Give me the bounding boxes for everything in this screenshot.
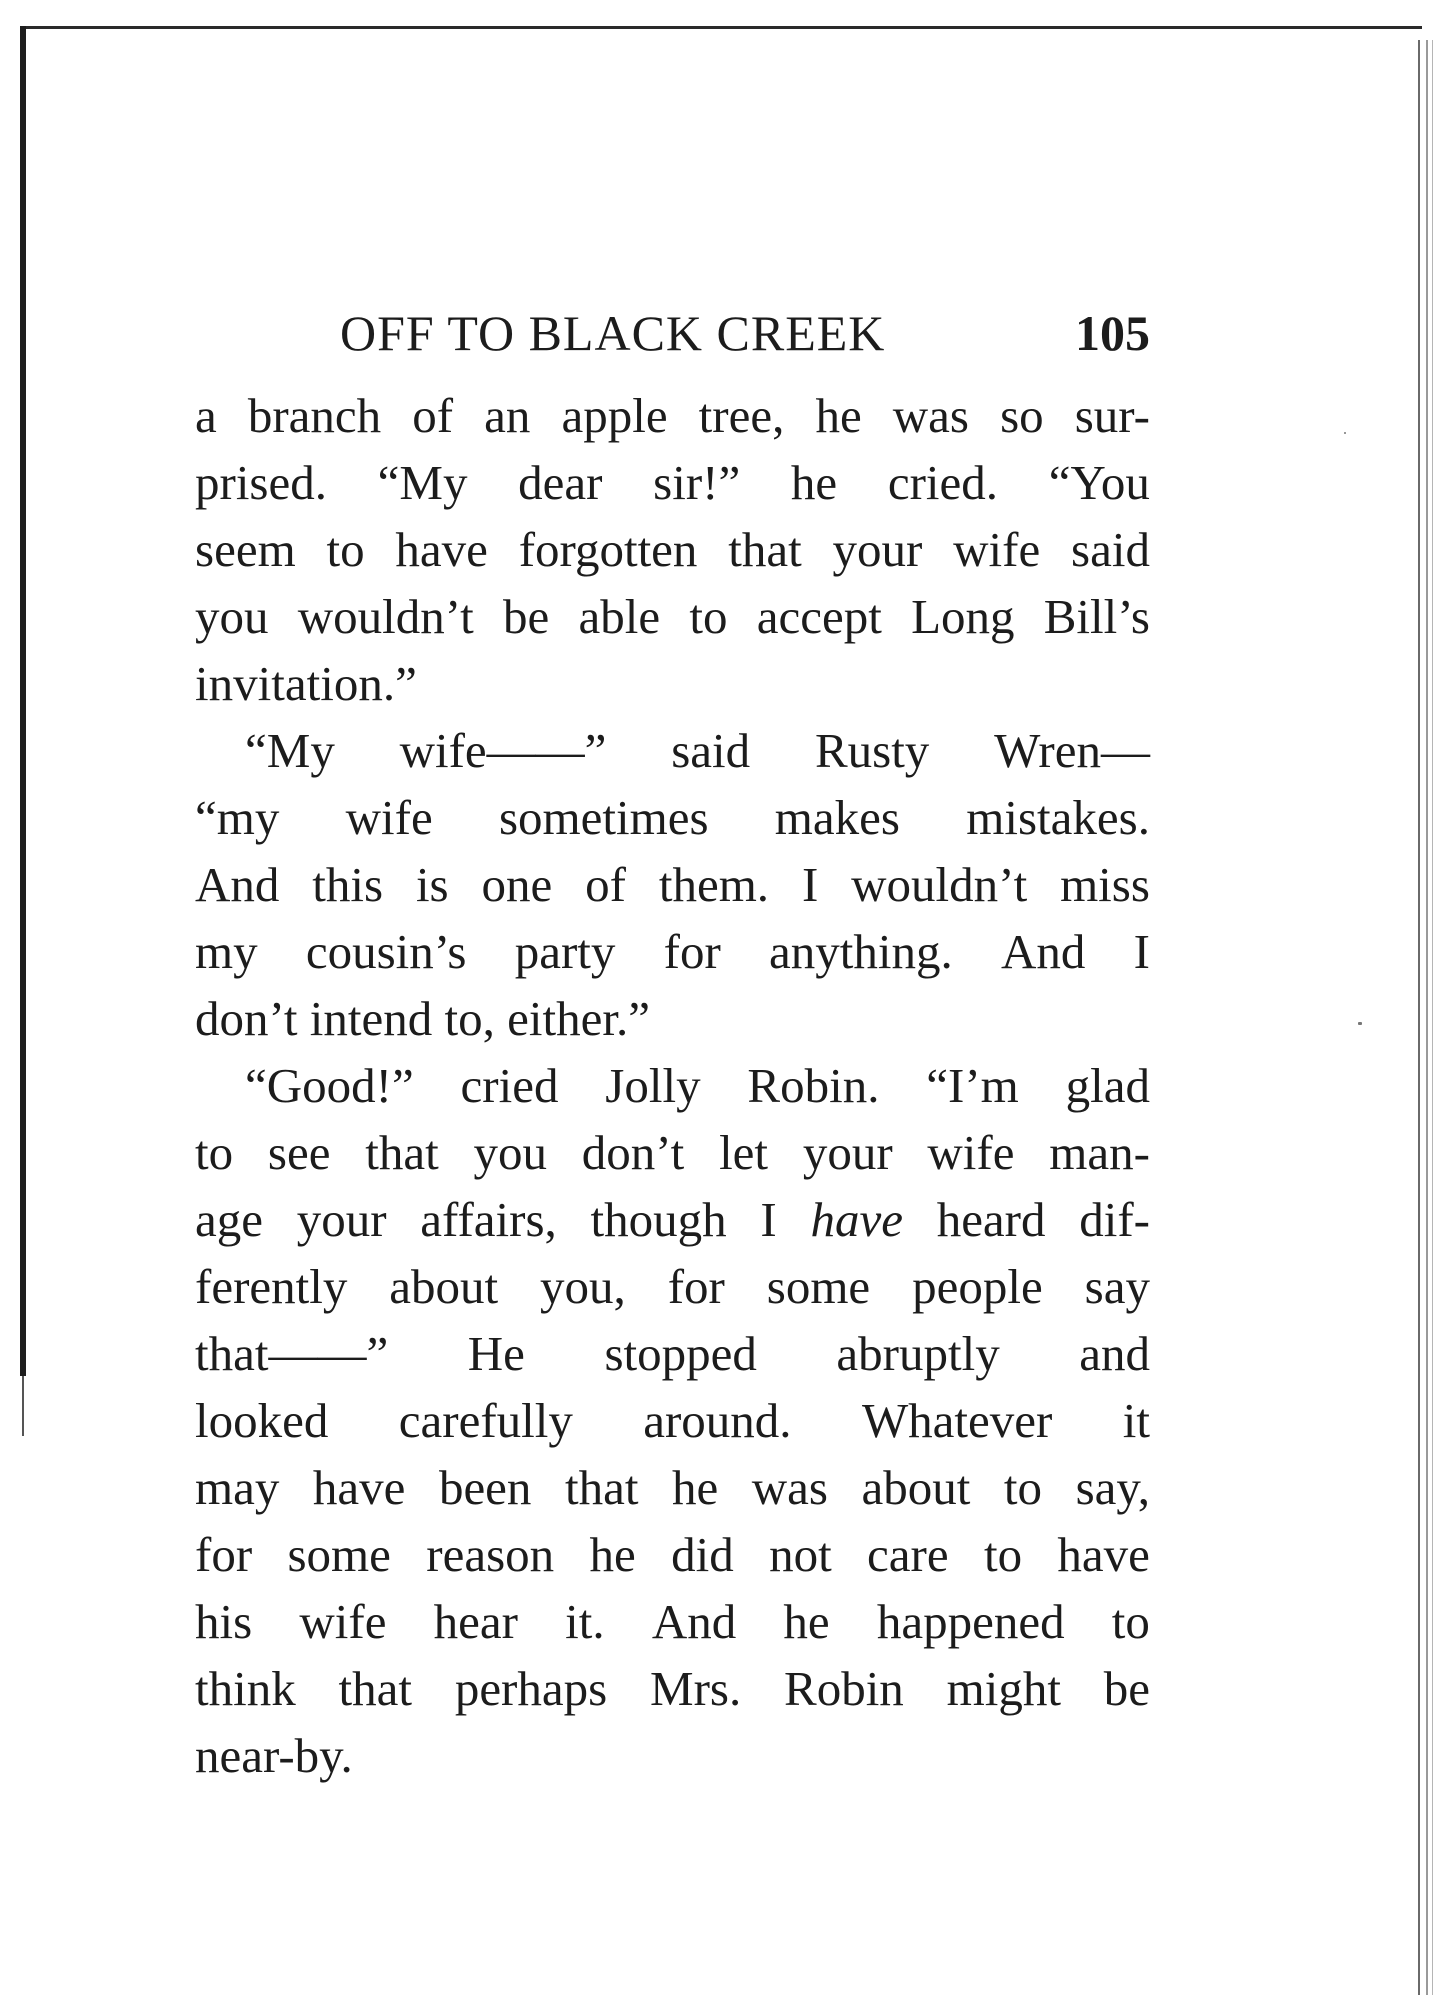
- word: of: [585, 857, 626, 912]
- word: your: [832, 522, 923, 577]
- word: his: [195, 1594, 253, 1649]
- word: a: [195, 388, 217, 443]
- word: said: [671, 723, 751, 778]
- word: wife: [345, 790, 433, 845]
- text-line: [195, 382, 1150, 449]
- text-line: [195, 583, 1150, 650]
- word: he: [671, 1460, 719, 1515]
- word: ferently: [195, 1259, 348, 1314]
- word: Long: [911, 589, 1015, 644]
- word: so: [1000, 388, 1044, 443]
- word: let: [719, 1125, 769, 1180]
- word: about: [389, 1259, 499, 1314]
- word: that: [338, 1661, 413, 1716]
- word: party: [514, 924, 616, 979]
- scan-speck: [1358, 1022, 1362, 1025]
- word: have: [395, 522, 488, 577]
- body-text: [195, 382, 1150, 1789]
- word: that——”: [195, 1326, 389, 1381]
- scan-speck: [1344, 432, 1346, 434]
- word: for: [663, 924, 721, 979]
- word: Robin.: [747, 1058, 880, 1113]
- word: wife: [953, 522, 1041, 577]
- text-line: [195, 650, 1150, 717]
- word: Whatever: [861, 1393, 1053, 1448]
- text-line: [195, 449, 1150, 516]
- page-header: [340, 290, 1150, 370]
- word: to,: [444, 991, 495, 1046]
- word: to: [689, 589, 728, 644]
- word: wife: [927, 1125, 1015, 1180]
- word: think: [195, 1661, 296, 1716]
- word: said: [1071, 522, 1150, 577]
- word: accept: [756, 589, 882, 644]
- word: man-: [1049, 1125, 1150, 1180]
- word: he: [790, 455, 838, 510]
- word: that: [564, 1460, 639, 1515]
- word: apple: [561, 388, 668, 443]
- word: might: [946, 1661, 1061, 1716]
- word: he: [589, 1527, 636, 1582]
- word: your: [802, 1125, 893, 1180]
- text-line: [195, 851, 1150, 918]
- word: was: [751, 1460, 828, 1515]
- word: He: [467, 1326, 525, 1381]
- word: cried.: [887, 455, 999, 510]
- word: care: [867, 1527, 949, 1582]
- word: “My: [245, 723, 335, 778]
- scan-border-right-faint: [1432, 40, 1433, 1995]
- word: wouldn’t: [851, 857, 1028, 912]
- word: intend: [309, 991, 433, 1046]
- word: I: [1133, 924, 1150, 979]
- word: “My: [377, 455, 468, 510]
- word: “You: [1048, 455, 1150, 510]
- word: though: [590, 1192, 727, 1247]
- word: I: [801, 857, 819, 912]
- word: he: [815, 388, 862, 443]
- word: my: [195, 924, 258, 979]
- word: cousin’s: [305, 924, 467, 979]
- word: he: [783, 1594, 830, 1649]
- word: don’t: [581, 1125, 685, 1180]
- word: for: [667, 1259, 725, 1314]
- word: is: [415, 857, 449, 912]
- word: one: [481, 857, 553, 912]
- text-line: [195, 1253, 1150, 1320]
- word: And: [195, 857, 280, 912]
- word: was: [892, 388, 969, 443]
- word: and: [1079, 1326, 1150, 1381]
- word: sir!”: [653, 455, 741, 510]
- word: have: [1057, 1527, 1150, 1582]
- word: that: [365, 1125, 439, 1180]
- word: to: [326, 522, 365, 577]
- word: this: [312, 857, 384, 912]
- word: carefully: [398, 1393, 573, 1448]
- word: forgotten: [518, 522, 698, 577]
- word: invitation.”: [195, 656, 417, 711]
- word: branch: [247, 388, 382, 443]
- word: Jolly: [605, 1058, 701, 1113]
- word: looked: [195, 1393, 329, 1448]
- word: not: [769, 1527, 832, 1582]
- word: your: [296, 1192, 387, 1247]
- text-line: [195, 1655, 1150, 1722]
- word: be: [1103, 1661, 1150, 1716]
- word: you: [473, 1125, 547, 1180]
- word: it.: [565, 1594, 605, 1649]
- word: you,: [540, 1259, 626, 1314]
- text-line: [195, 1052, 1150, 1119]
- word: about: [861, 1460, 971, 1515]
- word: wife: [299, 1594, 387, 1649]
- word: sometimes: [498, 790, 709, 845]
- word: some: [287, 1527, 391, 1582]
- word: dif-: [1079, 1192, 1150, 1247]
- word: anything.: [769, 924, 953, 979]
- word: mistakes.: [966, 790, 1150, 845]
- word: for: [195, 1527, 253, 1582]
- word: stopped: [604, 1326, 757, 1381]
- text-line: [195, 516, 1150, 583]
- word: affairs,: [420, 1192, 557, 1247]
- word: miss: [1060, 857, 1150, 912]
- word: you: [195, 589, 269, 644]
- word: age: [195, 1192, 263, 1247]
- word: Bill’s: [1043, 589, 1150, 644]
- word: been: [438, 1460, 532, 1515]
- word: around.: [643, 1393, 792, 1448]
- word: may: [195, 1460, 280, 1515]
- word: Wren—: [994, 723, 1150, 778]
- word: abruptly: [836, 1326, 1000, 1381]
- word: of: [412, 388, 454, 443]
- word: to: [1003, 1460, 1043, 1515]
- text-line: [195, 1588, 1150, 1655]
- word: to: [1111, 1594, 1150, 1649]
- word: some: [766, 1259, 871, 1314]
- word: “my: [195, 790, 280, 845]
- page-number: 105: [1075, 305, 1150, 361]
- scan-border-top: [22, 26, 1422, 29]
- scan-border-left: [20, 26, 26, 1376]
- text-line: [195, 717, 1150, 784]
- word: people: [912, 1259, 1043, 1314]
- word: “I’m: [926, 1058, 1019, 1113]
- text-line: [195, 918, 1150, 985]
- scan-border-left-lower: [22, 1376, 24, 1436]
- word: say: [1084, 1259, 1150, 1314]
- word: glad: [1065, 1058, 1150, 1113]
- word: it: [1122, 1393, 1150, 1448]
- text-line: [195, 1722, 1150, 1789]
- word: able: [578, 589, 661, 644]
- word: Mrs.: [650, 1661, 742, 1716]
- word: that: [728, 522, 802, 577]
- word: hear: [433, 1594, 518, 1649]
- word: dear: [518, 455, 603, 510]
- word: either.”: [507, 991, 650, 1046]
- word: have: [312, 1460, 406, 1515]
- running-head: OFF TO BLACK CREEK: [340, 305, 886, 361]
- word: wife——”: [399, 723, 607, 778]
- word: I: [760, 1192, 777, 1247]
- word: tree,: [698, 388, 785, 443]
- word: And: [1000, 924, 1086, 979]
- text-line: [195, 1186, 1150, 1253]
- text-line: [195, 784, 1150, 851]
- word: prised.: [195, 455, 327, 510]
- word: happened: [876, 1594, 1065, 1649]
- word: makes: [774, 790, 900, 845]
- text-line: [195, 985, 1150, 1052]
- text-line: [195, 1387, 1150, 1454]
- word: And: [651, 1594, 737, 1649]
- scan-border-right-inner: [1426, 40, 1428, 1995]
- word: Rusty: [814, 723, 930, 778]
- word: to: [195, 1125, 234, 1180]
- text-line: [195, 1119, 1150, 1186]
- word: cried: [460, 1058, 559, 1113]
- word: sur-: [1074, 388, 1150, 443]
- word: perhaps: [454, 1661, 608, 1716]
- word: them.: [658, 857, 770, 912]
- word: wouldn’t: [297, 589, 474, 644]
- text-line: [195, 1521, 1150, 1588]
- text-line: [195, 1320, 1150, 1387]
- word: have: [810, 1192, 903, 1247]
- word: don’t: [195, 991, 298, 1046]
- word: an: [484, 388, 531, 443]
- word: seem: [195, 522, 296, 577]
- word: Robin: [784, 1661, 904, 1716]
- word: near-by.: [195, 1728, 353, 1783]
- word: see: [267, 1125, 331, 1180]
- word: to: [983, 1527, 1023, 1582]
- text-line: [195, 1454, 1150, 1521]
- word: heard: [936, 1192, 1046, 1247]
- word: be: [503, 589, 550, 644]
- word: say,: [1075, 1460, 1150, 1515]
- word: “Good!”: [245, 1058, 414, 1113]
- scan-border-right: [1418, 40, 1420, 1995]
- word: did: [671, 1527, 734, 1582]
- word: reason: [426, 1527, 555, 1582]
